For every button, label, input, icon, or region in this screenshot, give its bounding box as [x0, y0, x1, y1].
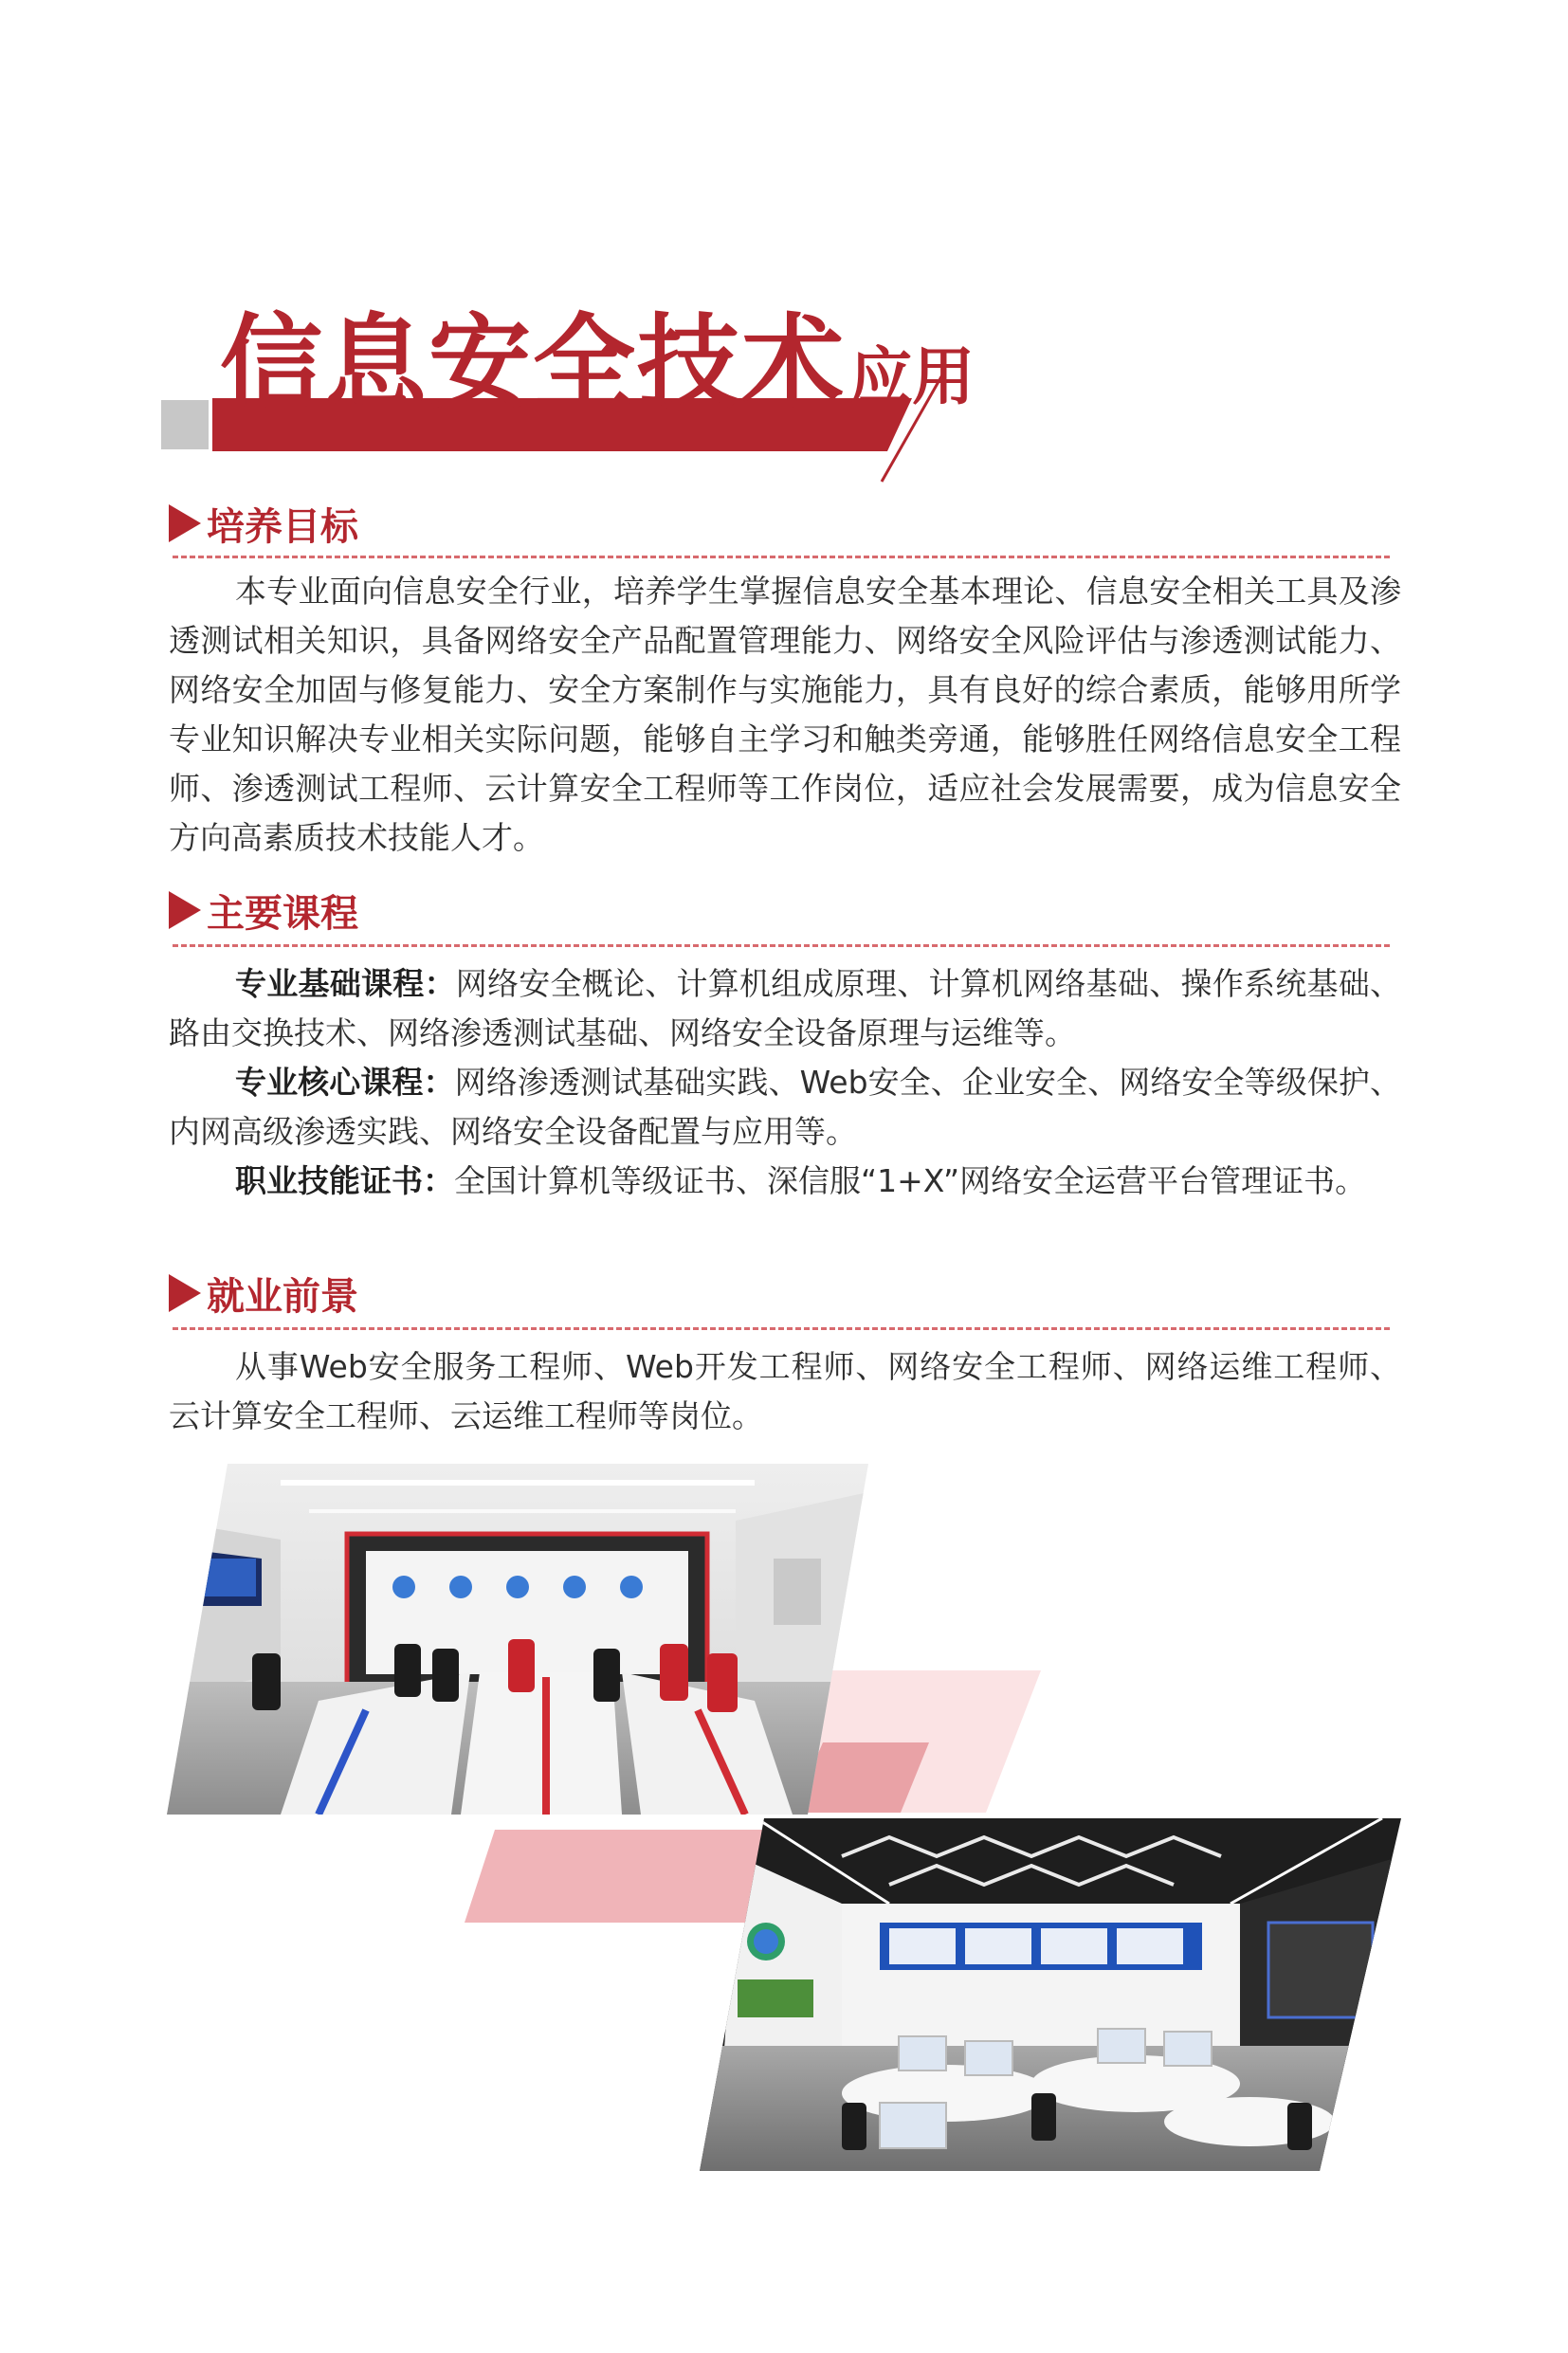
title-suffix: 应用 — [849, 340, 975, 413]
certificates-label: 职业技能证书： — [235, 1162, 454, 1199]
certificates-text: 全国计算机等级证书、深信服“1+X”网络安全运营平台管理证书。 — [454, 1162, 1367, 1199]
career-paragraph: 从事Web安全服务工程师、Web开发工程师、网络安全工程师、网络运维工程师、云计算安全工程师、云运维工程师等岗位。 — [169, 1348, 1401, 1434]
core-courses-label: 专业核心课程： — [235, 1064, 455, 1101]
section-heading-courses — [169, 884, 358, 937]
dashed-divider — [173, 1327, 1390, 1330]
core-courses-text: 网络渗透测试基础实践、Web安全、企业安全、网络安全等级保护、内网高级渗透实践、网络安全设备配置与应用等。 — [169, 1064, 1401, 1150]
lab-photo-1 — [167, 1464, 868, 1815]
certificates-paragraph — [169, 1157, 1401, 1206]
dashed-divider — [173, 944, 1390, 947]
title-main: 信息安全技术 — [220, 304, 847, 423]
title-gray-block — [161, 400, 209, 449]
triangle-marker-icon — [169, 1274, 201, 1312]
section-label: 就业前景 — [207, 1274, 358, 1319]
triangle-marker-icon — [169, 891, 201, 929]
basic-courses-paragraph — [169, 959, 1401, 1058]
triangle-marker-icon — [169, 504, 201, 542]
section-label: 主要课程 — [207, 891, 358, 936]
section-heading-career — [169, 1267, 358, 1320]
section-label: 培养目标 — [207, 504, 358, 549]
basic-courses-label: 专业基础课程： — [235, 965, 456, 1002]
goal-paragraph: 本专业面向信息安全行业，培养学生掌握信息安全基本理论、信息安全相关工具及渗透测试相关知识，具备网络安全产品配置管理能力、网络安全风险评估与渗透测试能力、网络安全加固与修复能力、安全方案制作与实施能力，具有良好的综合素质，能够用所学专业知识解决专业相关实际问题，能够自主学习和触类旁通，能够胜任网络信息安全工程师、渗透测试工程师、云计算安全工程师等工作岗位，适应社会发展需要，成为信息安全方向高素质技术技能人才。 — [169, 573, 1401, 856]
dashed-divider — [173, 556, 1390, 558]
section-heading-goal — [169, 497, 358, 550]
core-courses-paragraph — [169, 1058, 1401, 1157]
basic-courses-text: 网络安全概论、计算机组成原理、计算机网络基础、操作系统基础、路由交换技术、网络渗透测试基础、网络安全设备原理与运维等。 — [169, 965, 1401, 1051]
page-title — [220, 281, 975, 428]
lab-photo-2 — [700, 1818, 1401, 2171]
